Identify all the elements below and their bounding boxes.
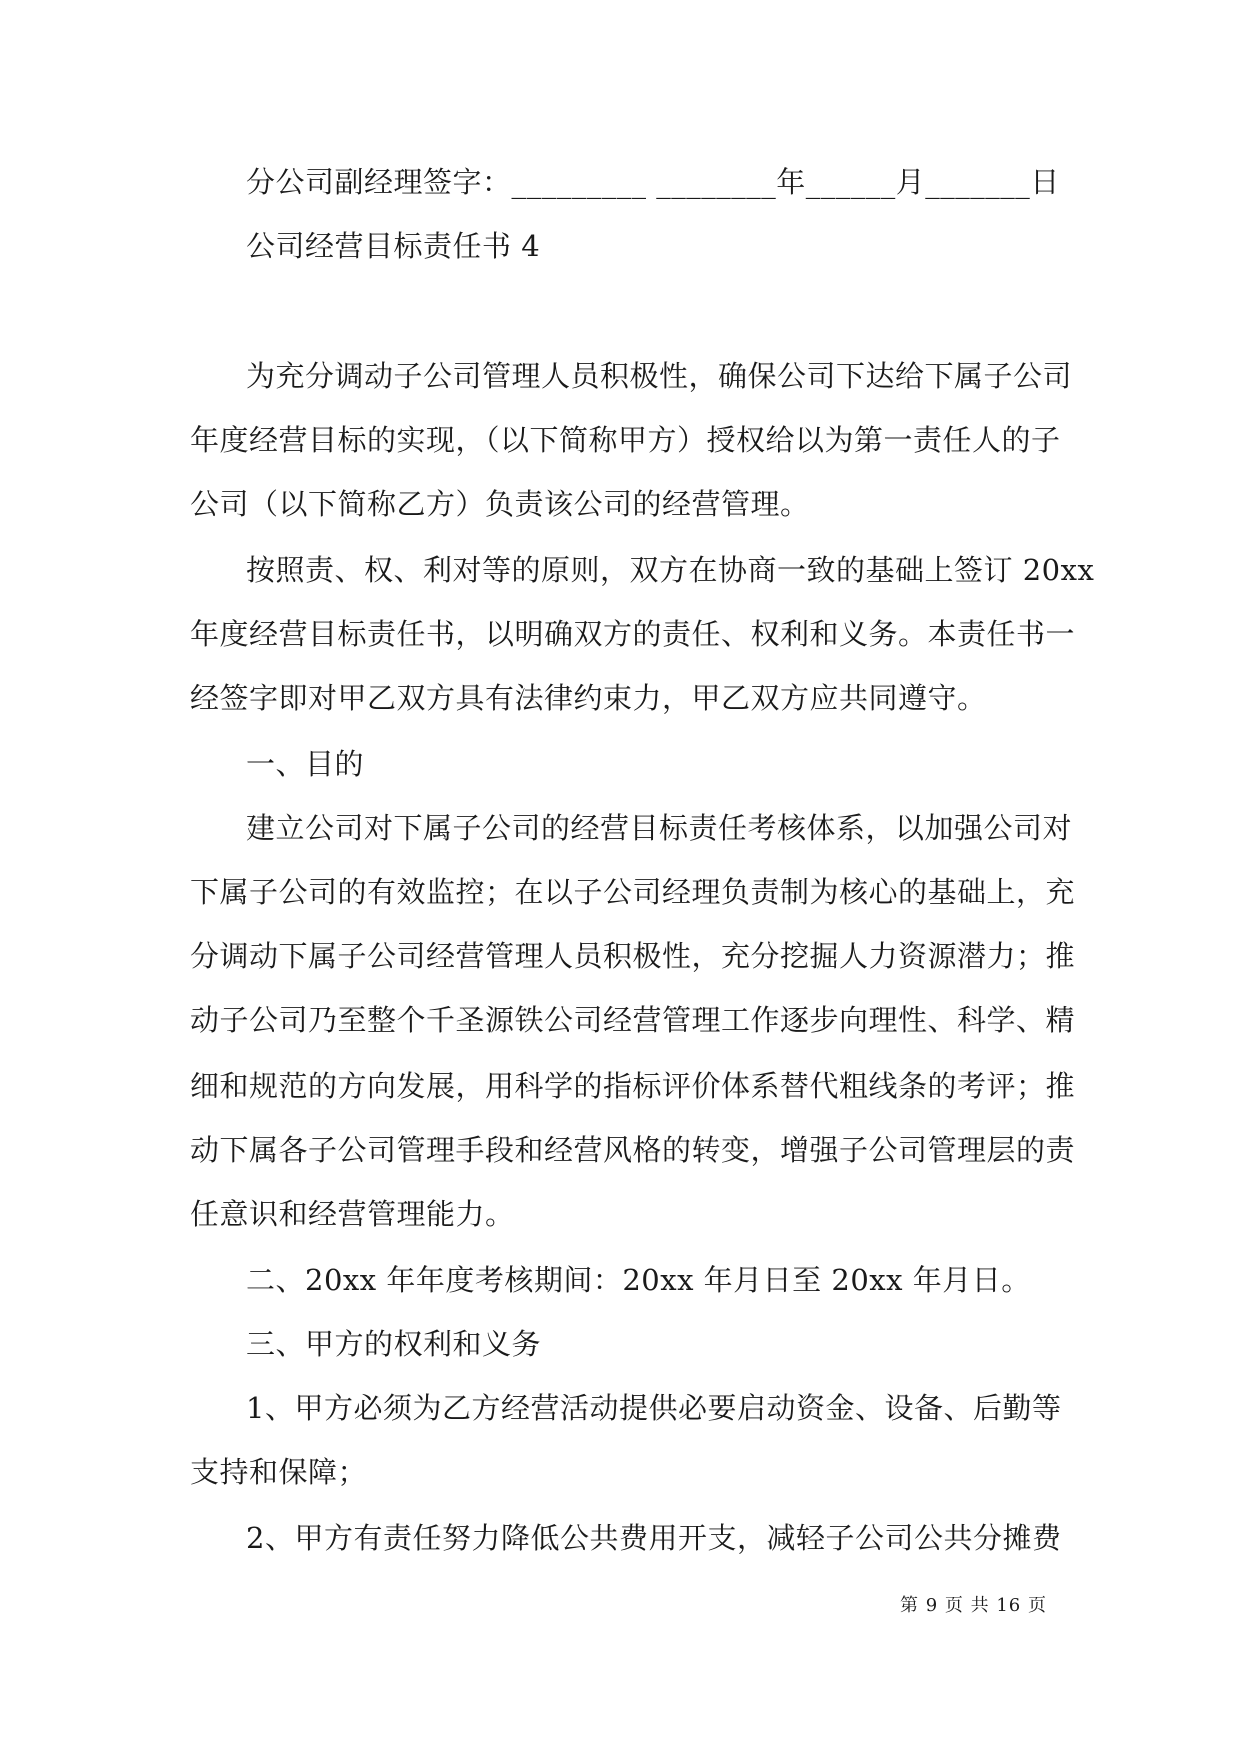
paragraph-line: 任意识和经营管理能力。: [190, 1197, 515, 1231]
section-title: 公司经营目标责任书 4: [246, 229, 541, 263]
paragraph-line: 分调动下属子公司经营管理人员积极性，充分挖掘人力资源潜力；推: [190, 939, 1076, 973]
section-heading: 一、目的: [246, 747, 365, 781]
signature-line: 分公司副经理签字：_________ ________年______月_______日: [246, 165, 1060, 199]
paragraph-line: 年度经营目标责任书，以明确双方的责任、权利和义务。本责任书一: [190, 617, 1076, 651]
paragraph-line: 公司（以下简称乙方）负责该公司的经营管理。: [190, 487, 810, 521]
list-item-line: 2、甲方有责任努力降低公共费用开支，减轻子公司公共分摊费: [246, 1521, 1062, 1555]
list-item-line: 支持和保障；: [190, 1455, 368, 1489]
paragraph-line: 细和规范的方向发展，用科学的指标评价体系替代粗线条的考评；推: [190, 1069, 1076, 1103]
section-heading: 二、20xx 年年度考核期间：20xx 年月日至 20xx 年月日。: [246, 1263, 1031, 1297]
paragraph-line: 下属子公司的有效监控；在以子公司经理负责制为核心的基础上，充: [190, 875, 1076, 909]
paragraph-line: 为充分调动子公司管理人员积极性，确保公司下达给下属子公司: [246, 359, 1073, 393]
list-item-line: 1、甲方必须为乙方经营活动提供必要启动资金、设备、后勤等: [246, 1391, 1062, 1425]
paragraph-line: 建立公司对下属子公司的经营目标责任考核体系，以加强公司对: [246, 811, 1073, 845]
paragraph-line: 经签字即对甲乙双方具有法律约束力，甲乙双方应共同遵守。: [190, 681, 987, 715]
paragraph-line: 动下属各子公司管理手段和经营风格的转变，增强子公司管理层的责: [190, 1133, 1076, 1167]
paragraph-line: 按照责、权、利对等的原则，双方在协商一致的基础上签订 20xx: [246, 553, 1095, 587]
page-number-footer: 第 9 页 共 16 页: [900, 1595, 1047, 1616]
paragraph-line: 年度经营目标的实现，（以下简称甲方）授权给以为第一责任人的子: [190, 423, 1061, 457]
paragraph-line: 动子公司乃至整个千圣源铁公司经营管理工作逐步向理性、科学、精: [190, 1003, 1076, 1037]
section-heading: 三、甲方的权利和义务: [246, 1327, 542, 1361]
